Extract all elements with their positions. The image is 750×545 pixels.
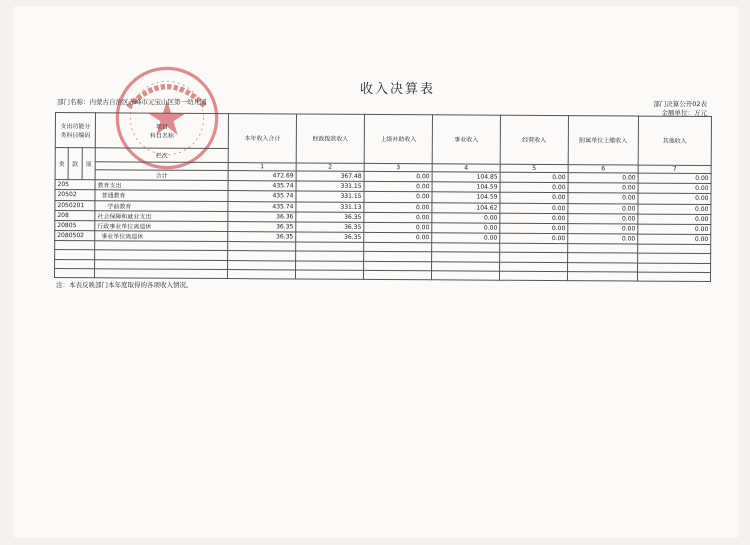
cell: 36.35 [228,232,296,243]
row-code: 20502 [55,190,95,200]
cell: 0.00 [364,202,432,213]
cell: 0.00 [500,182,568,193]
cell: 0.00 [568,183,638,194]
item-label: 项目 [155,123,168,131]
cell: 435.74 [228,201,296,212]
unit-label: 金额单位：万元 [661,109,707,117]
col-number: 6 [568,165,638,174]
cell: 0.00 [638,204,711,215]
cell: 435.74 [228,191,296,202]
total-label: 合计 [95,170,228,181]
code-header: 支出功能分类科目编码 [55,113,95,148]
cell: 0.00 [364,232,432,243]
cell: 36.35 [228,221,296,232]
col-number: 3 [364,163,432,172]
cell: 36.35 [296,212,364,223]
row-code: 20805 [55,220,95,230]
col-header: 本年收入合计 [228,114,296,163]
footnote: 注：本表反映部门本年度取得的各项收入情况。 [56,281,193,289]
col-number: 5 [500,164,568,173]
row-code: 208 [55,210,95,220]
col-number: 2 [296,163,364,172]
row-name: 普通教育 [95,190,228,201]
row-name: 社会保障和就业支出 [95,210,228,221]
total-cell: 367.48 [296,171,364,182]
cell: 435.74 [228,181,296,192]
total-cell: 104.85 [432,172,500,183]
form-number: 部门决算公开02表 [653,100,707,108]
name-header [95,113,228,148]
page-title: 收入决算表 [360,82,436,97]
row-code: 2050201 [55,200,95,210]
row-code: 205 [55,180,95,190]
income-table [54,112,712,282]
cell: 0.00 [638,234,711,245]
cell: 0.00 [500,233,568,244]
row-name: 事业单位离退休 [95,231,228,242]
cell: 104.62 [432,202,500,213]
cell: 0.00 [364,222,432,233]
col-number: 4 [432,164,500,173]
cell: 36.35 [296,232,364,243]
row-code: 2080502 [55,231,95,241]
subject-name-label: 科目名称 [149,132,174,140]
cell: 0.00 [568,203,638,214]
xiang-header: 项 [82,147,95,180]
col-number: 7 [638,165,711,174]
total-cell: 0.00 [364,171,432,182]
cell: 0.00 [638,193,711,204]
col-header: 经营收入 [500,115,568,164]
cell: 104.59 [432,182,500,193]
cell: 0.00 [364,182,432,193]
cell: 0.00 [432,233,500,244]
cell: 0.00 [638,224,711,235]
cell: 0.00 [568,224,638,235]
lanci-label: 栏次 [95,147,228,162]
cell: 331.15 [296,191,364,202]
col-header: 事业收入 [432,115,500,164]
col-header: 财政拨款收入 [296,114,364,163]
cell: 0.00 [364,212,432,223]
total-cell: 0.00 [568,173,638,184]
cell: 0.00 [500,193,568,204]
cell: 331.13 [296,202,364,213]
cell: 0.00 [568,234,638,245]
cell: 0.00 [568,213,638,224]
col-header: 其他收入 [638,116,711,165]
total-cell: 0.00 [638,173,711,184]
cell: 0.00 [500,203,568,214]
cell: 0.00 [638,183,711,194]
cell: 104.59 [432,192,500,203]
cell: 0.00 [500,223,568,234]
cell: 0.00 [364,192,432,203]
row-name: 学前教育 [95,200,228,211]
col-number: 1 [228,162,296,171]
col-header: 上级补助收入 [364,114,432,163]
cell: 331.15 [296,181,364,192]
total-cell: 0.00 [500,172,568,183]
kuan-header: 款 [68,147,82,180]
col-header: 附属单位上缴收入 [568,116,638,165]
cell: 0.00 [500,213,568,224]
lei-header: 类 [55,147,68,180]
total-cell: 472.69 [228,171,296,182]
row-name: 教育支出 [95,180,228,191]
row-name: 行政事业单位离退休 [95,221,228,232]
department-name: 部门名称：内蒙古自治区赤峰市元宝山区第一幼儿园 [57,98,207,106]
cell: 0.00 [638,214,711,225]
cell: 36.35 [296,222,364,233]
cell: 0.00 [432,213,500,224]
cell: 0.00 [432,223,500,234]
cell: 36.36 [228,211,296,222]
cell: 0.00 [568,193,638,204]
